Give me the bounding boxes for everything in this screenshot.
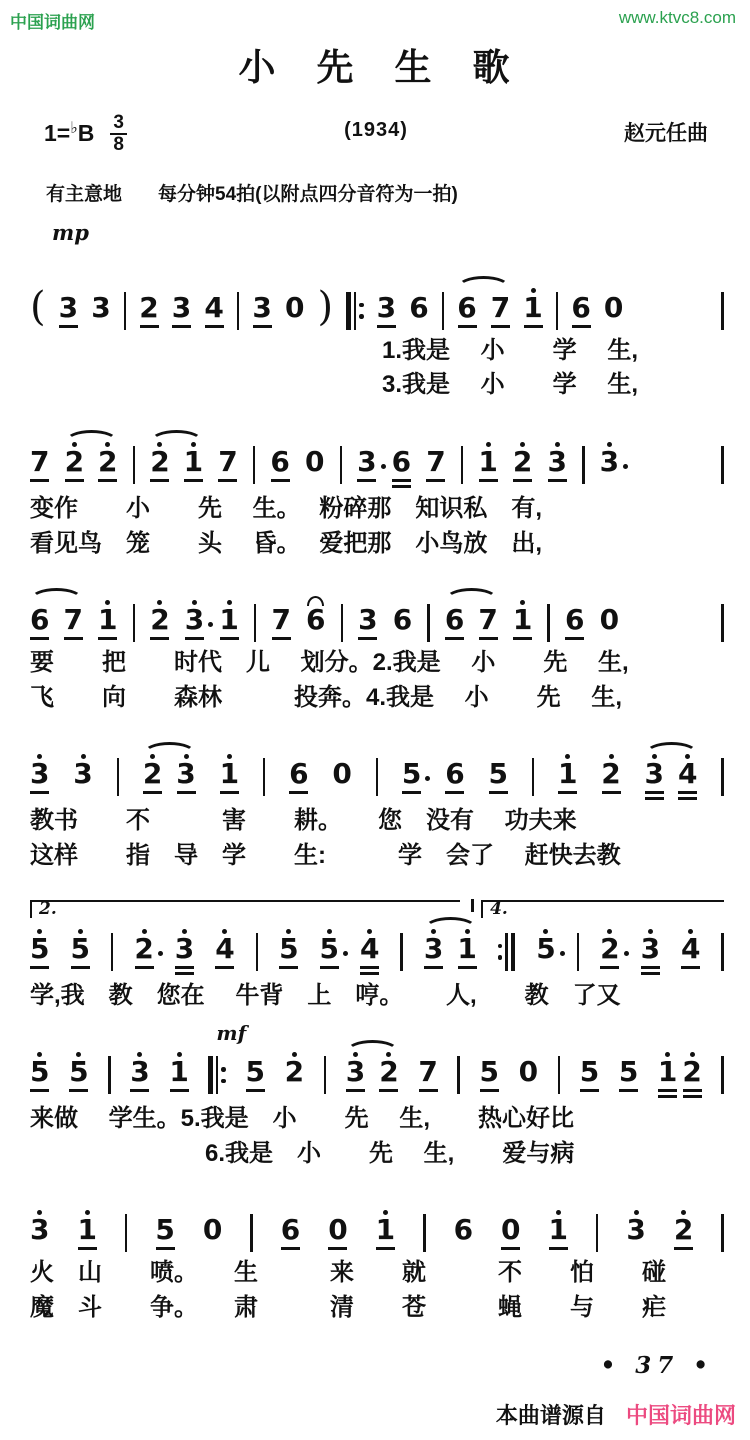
note: 1 <box>77 1205 96 1250</box>
watermark-header <box>0 0 750 33</box>
note: 5 <box>69 1047 88 1092</box>
note: 1 <box>184 437 203 482</box>
barline <box>237 292 240 330</box>
lyric-row: 看见鸟 笼 头 昏。 爱把那 小鸟放 出, <box>30 529 543 557</box>
dynamic-mf: mf <box>216 1021 247 1046</box>
note: 5 <box>30 1047 49 1092</box>
dot-after <box>381 464 386 469</box>
note: 4 <box>215 924 234 969</box>
barline <box>250 1214 253 1252</box>
note: 6 <box>30 595 49 640</box>
barline <box>721 446 724 484</box>
note: 6 <box>445 749 464 794</box>
note: 3 <box>176 749 195 794</box>
note: 4 <box>681 924 700 969</box>
note: 1 <box>220 749 239 794</box>
note: 7 <box>63 595 82 640</box>
score <box>0 283 750 1322</box>
repeat-end <box>498 933 516 971</box>
notes-row <box>30 1021 724 1098</box>
music-line-7 <box>30 1205 724 1321</box>
note: 0 <box>603 290 624 324</box>
slur-group <box>424 924 477 969</box>
note: 6 <box>270 437 289 482</box>
note: 6 <box>392 603 413 637</box>
dot-after <box>158 951 163 956</box>
note: 3 <box>59 283 78 328</box>
notes-row <box>30 749 724 800</box>
page-number: • 37 • <box>600 1351 714 1379</box>
note: 2 <box>98 437 117 482</box>
note: 5 <box>536 924 555 966</box>
barline <box>721 292 724 330</box>
note: 2 <box>150 595 169 640</box>
lyric-row: 火 山 喷。 生 来 就 不 怕 碰 <box>30 1259 666 1287</box>
note: 3 <box>91 290 111 324</box>
note: 2 <box>150 437 169 482</box>
repeat-start <box>346 292 364 330</box>
barline <box>108 1056 111 1094</box>
note: 5 <box>279 924 298 969</box>
note: 7 <box>30 437 49 482</box>
note: 1 <box>219 595 238 640</box>
dot-after <box>425 776 430 781</box>
slur-group <box>143 749 196 794</box>
note: 1 <box>457 924 476 969</box>
dynamic-mp: mp <box>52 219 89 245</box>
note: 7 <box>271 595 290 640</box>
notes-row <box>30 924 724 975</box>
slur-group <box>457 283 510 328</box>
lyric-row: 来做 学生。5.我是 小 先 生, 热心好比 <box>30 1105 575 1133</box>
music-line-6 <box>30 1021 724 1167</box>
note: 3 <box>645 749 664 800</box>
note: 5 <box>30 924 49 969</box>
barline <box>547 604 550 642</box>
note: 5 <box>580 1047 599 1092</box>
note: 4 <box>678 749 697 800</box>
slur-group <box>65 437 118 482</box>
flat-sign: ♭ <box>70 119 78 137</box>
note: 1 <box>558 749 577 794</box>
note: 3 <box>346 1047 365 1092</box>
slur-group <box>346 1047 399 1092</box>
note: 5 <box>488 749 507 794</box>
tempo-marking: 每分钟54拍(以附点四分音符为一拍) <box>158 183 458 205</box>
barline <box>582 446 585 484</box>
note: 2 <box>65 437 84 482</box>
lyric-row: 1.我是 小 学 生, <box>382 336 639 364</box>
barline <box>721 1056 724 1094</box>
note: 5 <box>619 1047 638 1092</box>
note: 1 <box>513 595 532 640</box>
barline <box>133 446 136 484</box>
note: 6 <box>409 290 429 324</box>
note: 2 <box>601 749 620 794</box>
note: 0 <box>328 1205 347 1250</box>
music-line-4 <box>30 749 724 869</box>
volta-label: 2. <box>39 898 57 919</box>
close-paren: ) <box>317 283 334 330</box>
slur-group <box>445 595 498 640</box>
slur-arc <box>65 430 118 453</box>
note: 5 <box>320 924 339 969</box>
barline <box>423 1214 426 1252</box>
barline <box>577 933 580 971</box>
note: 0 <box>202 1213 223 1247</box>
note: 0 <box>518 1055 539 1089</box>
dynamic-repeat <box>208 1021 247 1094</box>
tempo-row <box>46 179 750 206</box>
note: 6 <box>571 283 590 328</box>
note: 5 <box>246 1047 265 1092</box>
note: 6 <box>306 595 325 637</box>
note: 1 <box>658 1047 677 1098</box>
footer-brand-link[interactable]: 中国词曲网 <box>625 1402 736 1428</box>
note: 3 <box>73 749 92 791</box>
note: 3 <box>175 924 194 975</box>
lyric-row: 这样 指 导 学 生: 学 会了 赶快去教 <box>30 842 621 870</box>
footer-source-text: 本曲谱源自 <box>495 1402 606 1428</box>
note: 3 <box>30 749 49 794</box>
music-line-2 <box>30 437 724 557</box>
note: 3 <box>358 595 377 640</box>
expression-marking: 有主意地 <box>46 183 123 205</box>
barline <box>340 446 343 484</box>
note: 2 <box>674 1205 693 1250</box>
note-pair <box>658 1047 702 1098</box>
barline <box>111 933 114 971</box>
note: 1 <box>98 595 117 640</box>
lyric-row: 教书 不 害 耕。 您 没有 功夫来 <box>30 807 577 835</box>
note: 3 <box>357 437 376 482</box>
lyric-row: 6.我是 小 先 生, 爱与病 <box>205 1139 575 1167</box>
dot-after <box>208 622 213 627</box>
barline <box>532 758 535 796</box>
note: 3 <box>424 924 443 969</box>
note: 1 <box>548 1205 567 1250</box>
note: 2 <box>600 924 619 969</box>
note: 1 <box>376 1205 395 1250</box>
slur-arc <box>424 917 477 940</box>
note: 0 <box>284 290 305 324</box>
note: 3 <box>172 283 191 328</box>
dot-after <box>343 951 348 956</box>
barline <box>400 933 403 971</box>
barline <box>721 604 724 642</box>
time-signature: 3 8 <box>110 113 127 155</box>
note: 3 <box>641 924 660 975</box>
lyric-row: 飞 向 森林 投奔。4.我是 小 先 生, <box>30 683 623 711</box>
lyric-row: 学,我 教 您在 牛背 上 哼。 人, 教 了又 <box>30 981 621 1009</box>
note: 3 <box>252 283 271 328</box>
slur-group <box>30 595 83 640</box>
slur-arc <box>346 1040 399 1063</box>
lyric-row: 3.我是 小 学 生, <box>382 371 639 399</box>
notes-row <box>30 437 724 488</box>
barline <box>341 604 344 642</box>
note: 2 <box>379 1047 398 1092</box>
note: 6 <box>281 1205 300 1250</box>
note: 6 <box>457 283 476 328</box>
volta-bracket <box>30 900 460 918</box>
barline <box>133 604 136 642</box>
composer-credit: 赵元任曲 <box>623 122 708 145</box>
notes-row <box>30 595 724 642</box>
note: 3 <box>30 1205 49 1247</box>
note: 2 <box>134 924 153 969</box>
site-url-link[interactable]: www.ktvc8.com <box>618 8 736 27</box>
note: 3 <box>547 437 566 482</box>
note: 0 <box>599 603 620 637</box>
note: 6 <box>453 1213 474 1247</box>
note: 5 <box>479 1047 498 1092</box>
note: 7 <box>418 1047 437 1092</box>
music-line-1 <box>30 283 724 399</box>
note: 3 <box>185 595 204 640</box>
barline <box>256 933 259 971</box>
note: 7 <box>218 437 237 482</box>
site-name-link[interactable]: 中国词曲网 <box>10 13 95 32</box>
key-signature: 1= ♭ B <box>44 119 95 147</box>
lyric-row: 变作 小 先 生。 粉碎那 知识私 有, <box>30 495 543 523</box>
music-line-5 <box>30 900 724 1010</box>
note: 4 <box>360 924 379 975</box>
note: 2 <box>139 283 158 328</box>
note: 3 <box>626 1205 645 1247</box>
note: 2 <box>143 749 162 794</box>
barline <box>721 758 724 796</box>
note: 5 <box>155 1205 174 1250</box>
barline <box>461 446 464 484</box>
slur-group <box>150 437 203 482</box>
volta-tick <box>471 899 474 912</box>
dot-after <box>560 951 565 956</box>
notes-row <box>30 1205 724 1252</box>
note: 3 <box>377 283 396 328</box>
note: 0 <box>304 445 325 479</box>
note: 1 <box>169 1047 188 1092</box>
note: 6 <box>392 437 411 488</box>
note: 7 <box>478 595 497 640</box>
lyric-row: 魔 斗 争。 肃 清 苍 蝇 与 疟 <box>30 1294 666 1321</box>
open-paren: ( <box>30 283 46 330</box>
note: 3 <box>130 1047 149 1092</box>
footer-credit <box>0 1399 736 1430</box>
slur-arc <box>150 430 203 453</box>
note: 6 <box>289 749 308 794</box>
lyric-row: 要 把 时代 儿 划分。2.我是 小 先 生, <box>30 649 629 677</box>
barline <box>721 1214 724 1252</box>
barline <box>125 1214 128 1252</box>
notes-row <box>30 283 724 330</box>
note: 7 <box>491 283 510 328</box>
music-line-3 <box>30 595 724 711</box>
barline <box>457 1056 460 1094</box>
note: 2 <box>285 1047 304 1089</box>
barline <box>263 758 266 796</box>
song-title: 小 先 生 歌 <box>238 47 512 88</box>
volta-bracket <box>481 900 724 918</box>
barline <box>442 292 445 330</box>
note: 3 <box>600 437 619 479</box>
year-label: (1934) <box>344 119 408 141</box>
barline <box>596 1214 599 1252</box>
repeat-start <box>208 1056 226 1094</box>
meta-row <box>44 113 708 155</box>
note: 5 <box>402 749 421 794</box>
barline <box>427 604 430 642</box>
note: 6 <box>445 595 464 640</box>
volta-label: 4. <box>490 898 508 919</box>
barline <box>376 758 379 796</box>
note: 6 <box>565 595 584 640</box>
note: 0 <box>332 757 352 791</box>
barline <box>253 446 256 484</box>
dot-after <box>623 464 628 469</box>
note: 1 <box>478 437 497 482</box>
barline <box>324 1056 327 1094</box>
note: 0 <box>501 1205 520 1250</box>
dot-after <box>624 951 629 956</box>
barline <box>117 758 120 796</box>
key-time-signature <box>44 113 265 155</box>
note: 1 <box>523 283 542 328</box>
barline <box>558 1056 561 1094</box>
slur-arc <box>457 276 510 299</box>
note: 2 <box>682 1047 701 1098</box>
barline <box>124 292 127 330</box>
note: 7 <box>426 437 445 482</box>
barline <box>721 933 724 971</box>
slur-group <box>645 749 698 800</box>
note: 4 <box>204 283 223 328</box>
note: 5 <box>70 924 89 969</box>
barline <box>556 292 559 330</box>
note: 2 <box>513 437 532 482</box>
barline <box>254 604 257 642</box>
